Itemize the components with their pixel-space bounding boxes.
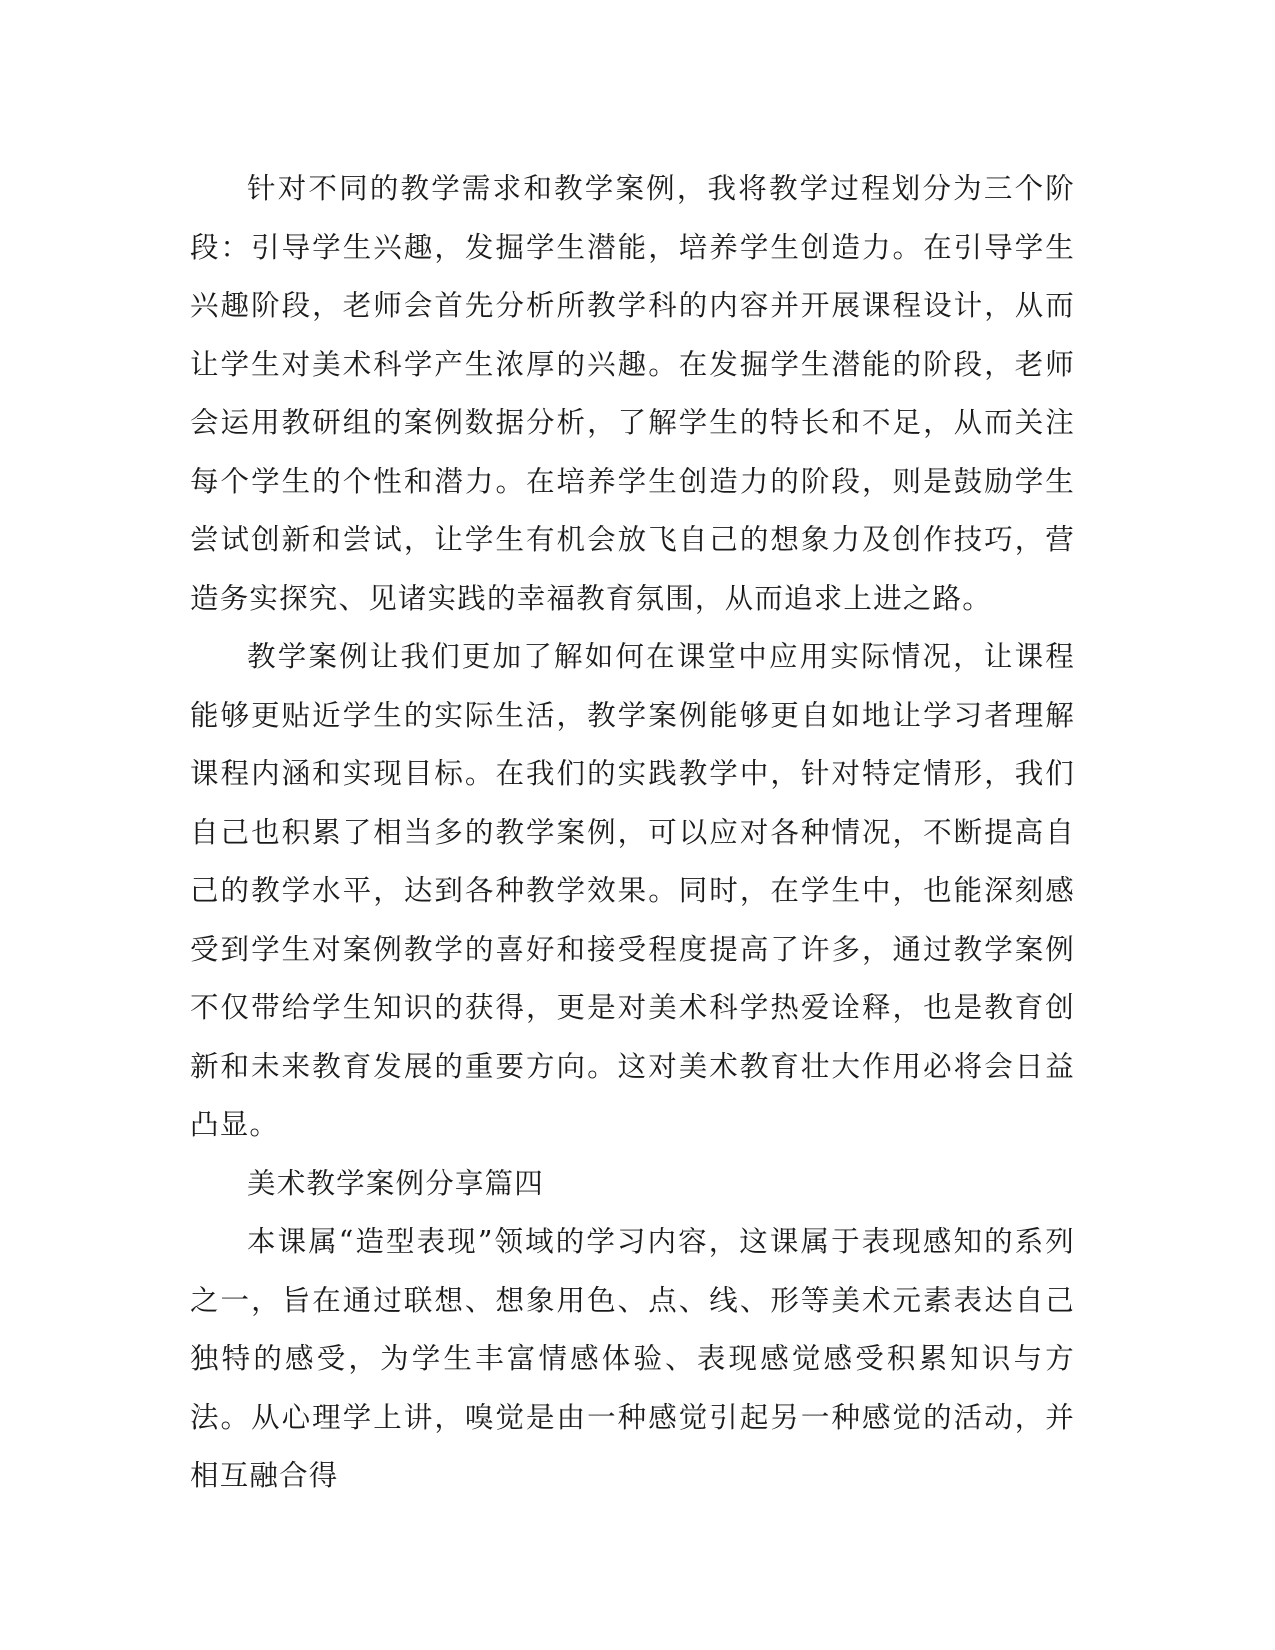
paragraph-lesson-intro: 本课属“造型表现”领域的学习内容，这课属于表现感知的系列之一，旨在通过联想、想象用色、点、线、形等美术元素表达自己独特的感受，为学生丰富情感体验、表现感觉感受积累知识与方法。从心理学上讲，嗅觉是由一种感觉引起另一种感觉的活动，并相互融合得 [190, 1225, 1075, 1492]
document-body [190, 160, 1075, 1506]
paragraph-teaching-cases: 教学案例让我们更加了解如何在课堂中应用实际情况，让课程能够更贴近学生的实际生活，教学案例能够更自如地让学习者理解课程内涵和实现目标。在我们的实践教学中，针对特定情形，我们自己也积累了相当多的教学案例，可以应对各种情况，不断提高自己的教学水平，达到各种教学效果。同时，在学生中，也能深刻感受到学生对案例教学的喜好和接受程度提高了许多，通过教学案例不仅带给学生知识的获得，更是对美术科学热爱诠释，也是教育创新和未来教育发展的重要方向。这对美术教育壮大作用必将会日益凸显。 [190, 640, 1075, 1141]
section-heading: 美术教学案例分享篇四 [247, 1166, 545, 1200]
paragraph-teaching-stages: 针对不同的教学需求和教学案例，我将教学过程划分为三个阶段：引导学生兴趣，发掘学生潜能，培养学生创造力。在引导学生兴趣阶段，老师会首先分析所教学科的内容并开展课程设计，从而让学生对美术科学产生浓厚的兴趣。在发掘学生潜能的阶段，老师会运用教研组的案例数据分析，了解学生的特长和不足，从而关注每个学生的个性和潜力。在培养学生创造力的阶段，则是鼓励学生尝试创新和尝试，让学生有机会放飞自己的想象力及创作技巧，营造务实探究、见诸实践的幸福教育氛围，从而追求上进之路。 [190, 172, 1075, 615]
